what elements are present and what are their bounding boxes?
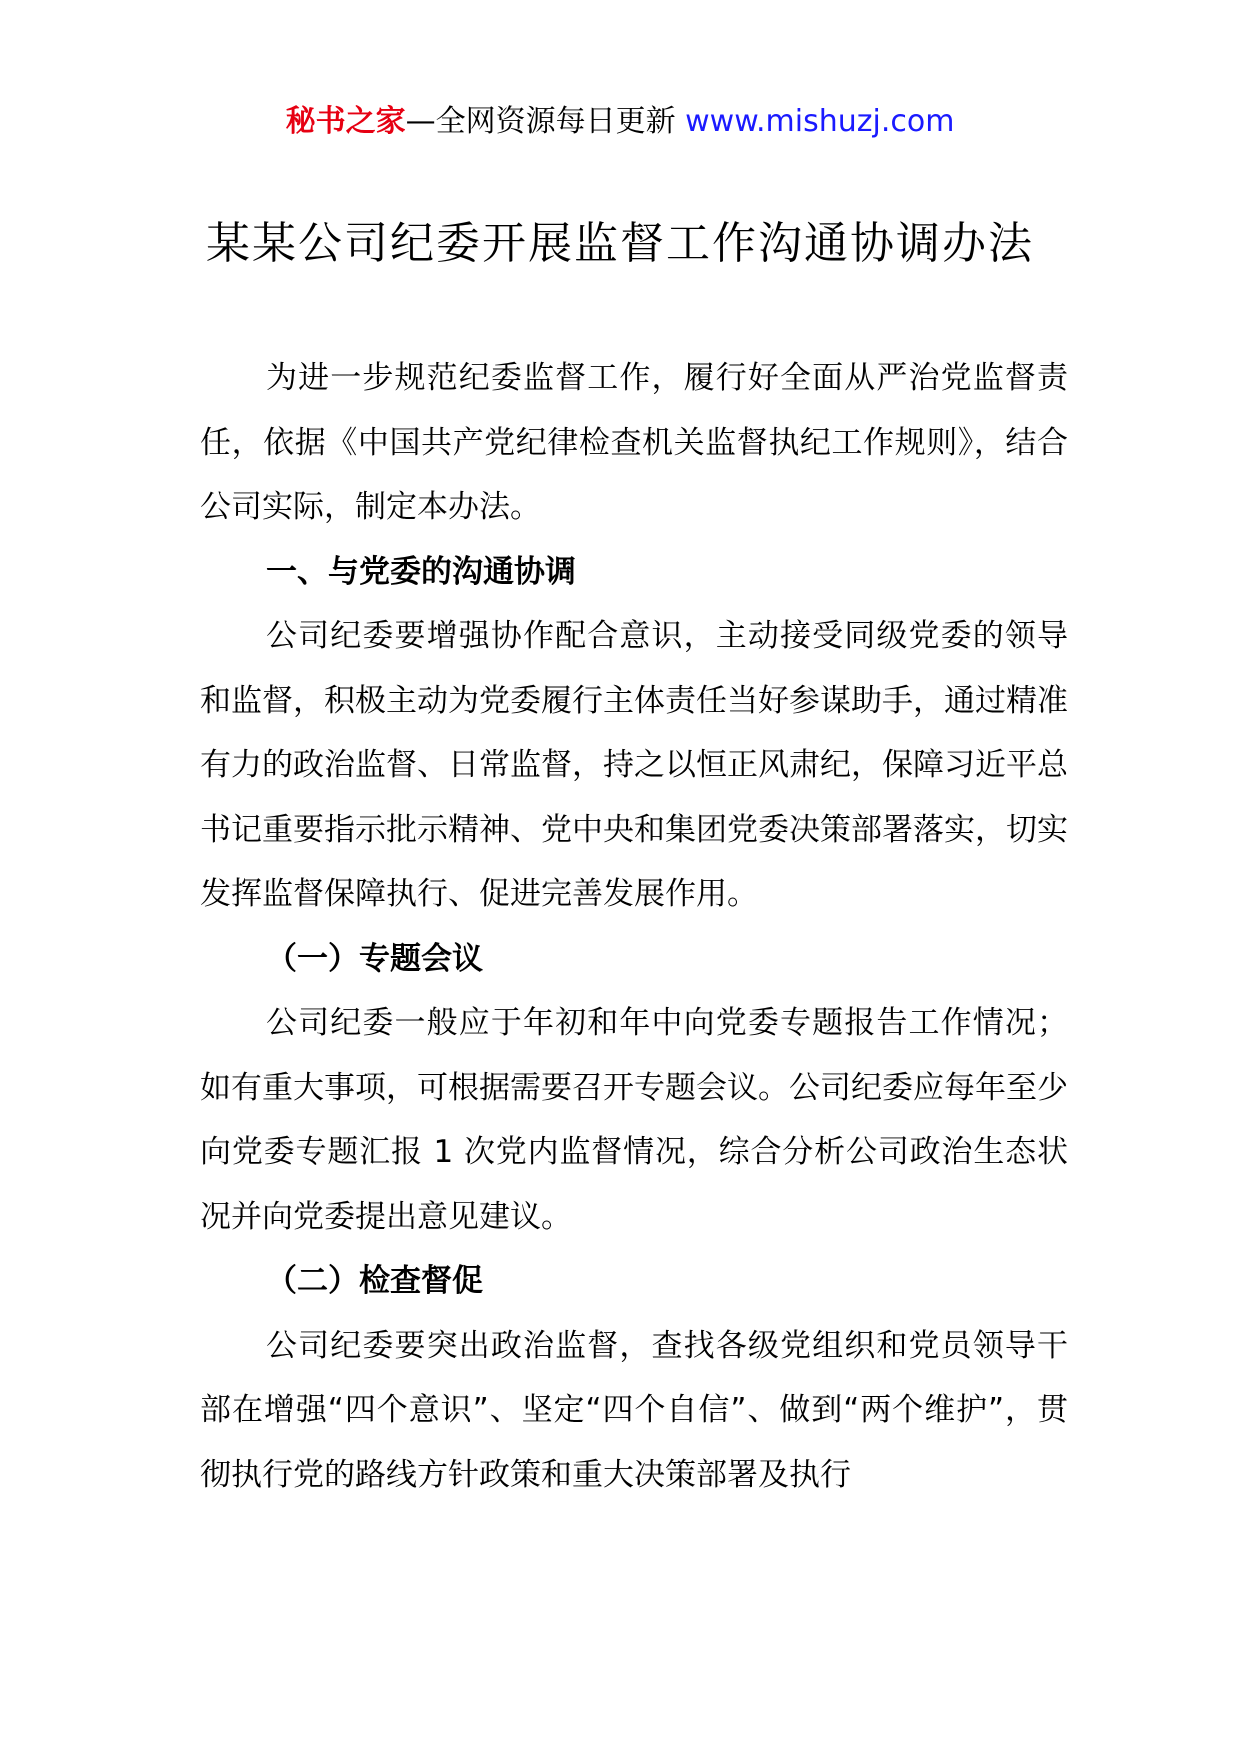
subsection-paragraph-1: 公司纪委一般应于年初和年中向党委专题报告工作情况；如有重大事项，可根据需要召开专题会议。公司纪委应每年至少向党委专题汇报 1 次党内监督情况，综合分析公司政治生态状况并向党委提出意见建议。: [200, 1005, 1068, 1235]
site-url-link[interactable]: www.mishuzj.com: [685, 104, 955, 139]
section-paragraph-1: 公司纪委要增强协作配合意识，主动接受同级党委的领导和监督，积极主动为党委履行主体责任当好参谋助手，通过精准有力的政治监督、日常监督，持之以恒正风肃纪，保障习近平总书记重要指示批示精神、党中央和集团党委决策部署落实，切实发挥监督保障执行、促进完善发展作用。: [200, 618, 1068, 912]
subsection-heading-1: （一）专题会议: [266, 940, 483, 977]
section-heading-1: 一、与党委的沟通协调: [266, 553, 576, 590]
intro-paragraph: 为进一步规范纪委监督工作，履行好全面从严治党监督责任，依据《中国共产党纪律检查机关监督执纪工作规则》，结合公司实际，制定本办法。: [200, 360, 1068, 525]
site-brand: 秘书之家: [285, 104, 406, 139]
site-header: [0, 98, 1240, 146]
site-tagline: —全网资源每日更新: [405, 104, 676, 139]
subsection-paragraph-2: 公司纪委要突出政治监督，查找各级党组织和党员领导干部在增强“四个意识”、坚定“四个自信”、做到“两个维护”，贯彻执行党的路线方针政策和重大决策部署及执行: [200, 1327, 1068, 1493]
document-title: 某某公司纪委开展监督工作沟通协调办法: [206, 218, 1034, 269]
document-body: [200, 346, 1068, 1507]
subsection-heading-2: （二）检查督促: [266, 1263, 483, 1299]
